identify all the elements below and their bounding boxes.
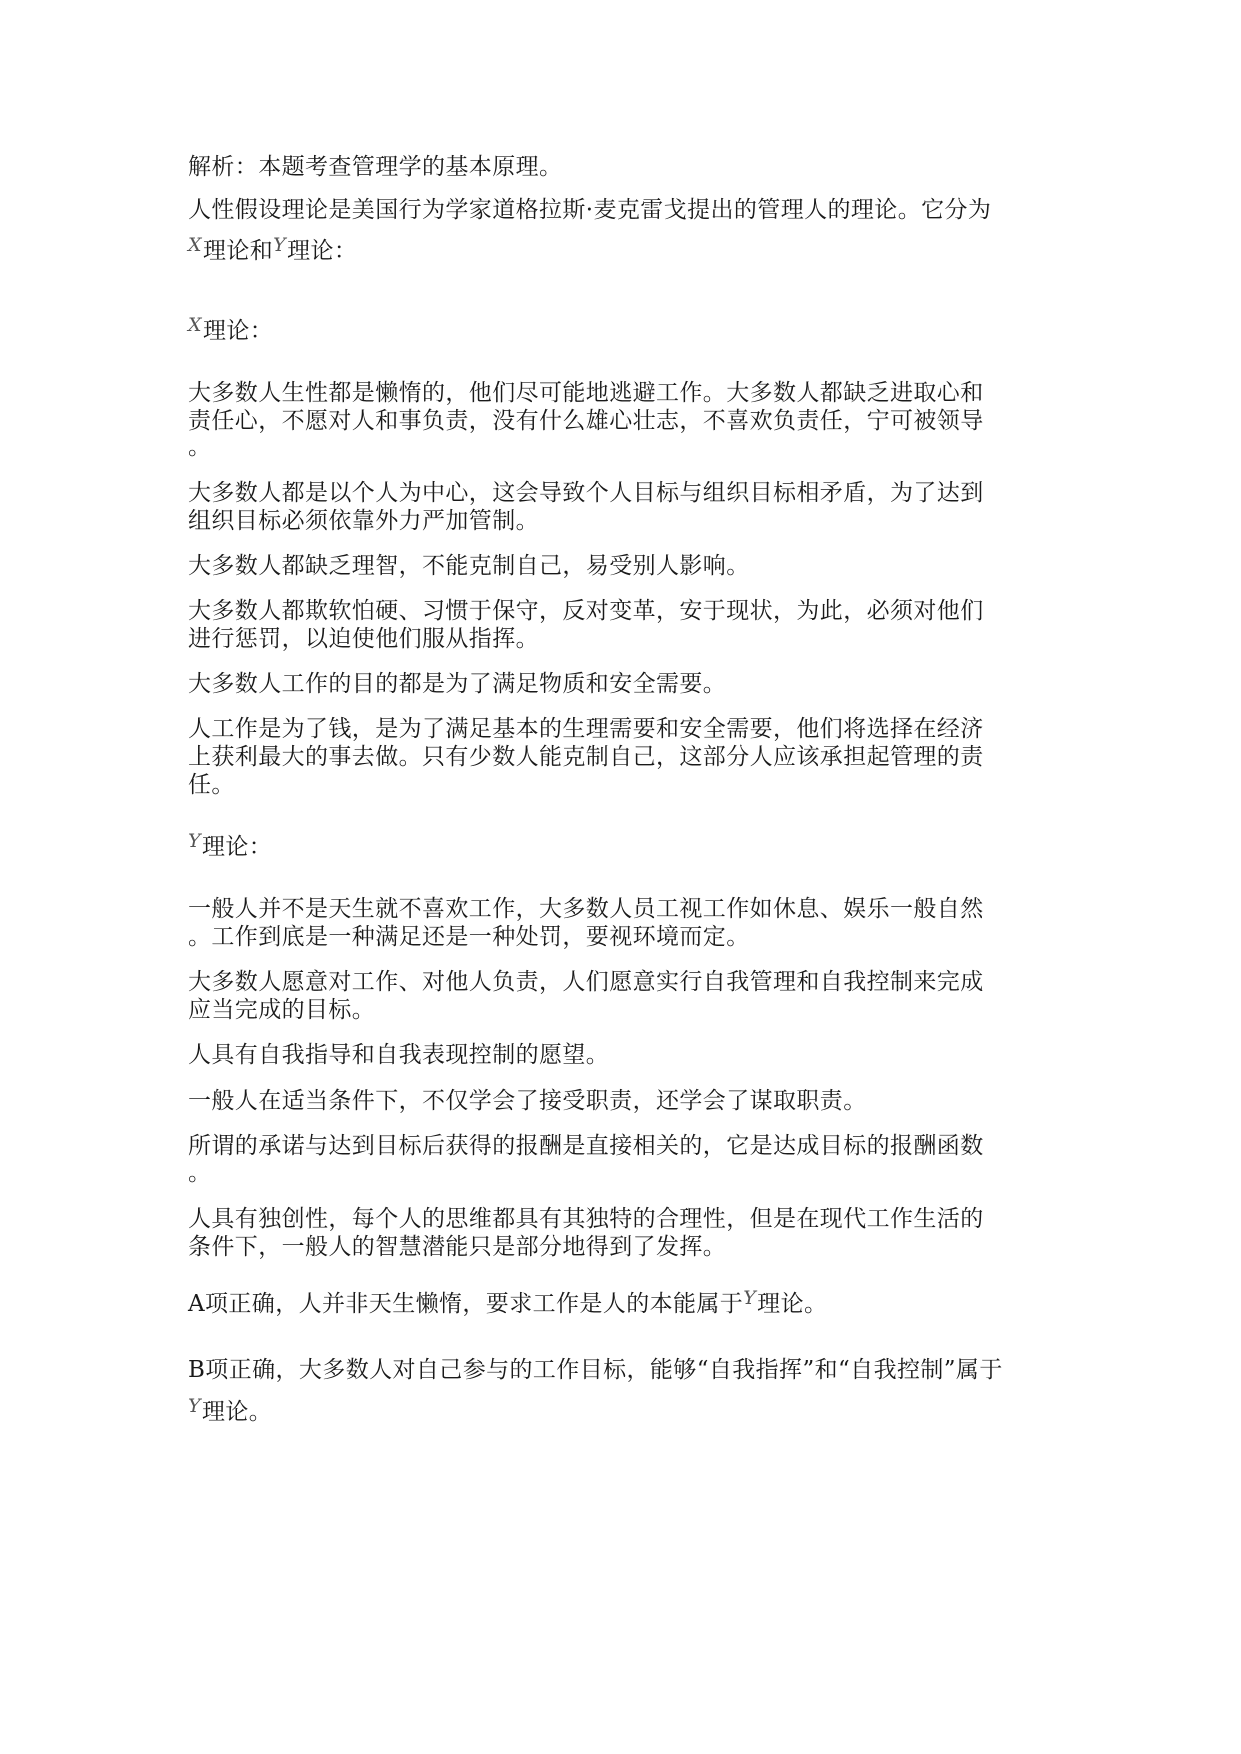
y-theory-label: 理论： — [201, 834, 273, 860]
x-theory-label: 理论： — [202, 318, 274, 344]
x-item-1-line-1: 大多数人生性都是懒惰的，他们尽可能地逃避工作。大多数人都缺乏进取心和 — [188, 380, 984, 406]
option-a-suffix: 理论。 — [757, 1291, 828, 1317]
y-variable: Y — [273, 234, 287, 256]
theory-intro-line-2 — [188, 234, 357, 269]
x-item-6-line-1: 人工作是为了钱，是为了满足基本的生理需要和安全需要，他们将选择在经济 — [188, 716, 984, 742]
theory-and-text: 理论和 — [202, 238, 274, 264]
x-item-5: 大多数人工作的目的都是为了满足物质和安全需要。 — [188, 671, 727, 697]
y-item-1-line-2: 。工作到底是一种满足还是一种处罚，要视环境而定。 — [188, 924, 750, 950]
x-variable: X — [188, 234, 202, 256]
x-item-4-line-1: 大多数人都欺软怕硬、习惯于保守，反对变革，安于现状，为此，必须对他们 — [188, 598, 984, 624]
option-b-line-1: B项正确，大多数人对自己参与的工作目标，能够“自我指挥”和“自我控制”属于 — [188, 1357, 1003, 1383]
y-item-2-line-1: 大多数人愿意对工作、对他人负责，人们愿意实行自我管理和自我控制来完成 — [188, 969, 984, 995]
y-item-1-line-1: 一般人并不是天生就不喜欢工作，大多数人员工视工作如休息、娱乐一般自然 — [188, 896, 984, 922]
x-item-3: 大多数人都缺乏理智，不能克制自己，易受别人影响。 — [188, 553, 750, 579]
theory-colon-text: 理论： — [287, 238, 358, 264]
y-item-6-line-1: 人具有独创性，每个人的思维都具有其独特的合理性，但是在现代工作生活的 — [188, 1206, 984, 1232]
x-theory-heading — [188, 314, 273, 349]
y-item-4: 一般人在适当条件下，不仅学会了接受职责，还学会了谋取职责。 — [188, 1088, 867, 1114]
option-a-text: A项正确，人并非天生懒惰，要求工作是人的本能属于 — [188, 1291, 744, 1317]
option-b-line-2 — [188, 1395, 272, 1430]
x-item-2-line-1: 大多数人都是以个人为中心，这会导致个人目标与组织目标相矛盾，为了达到 — [188, 480, 984, 506]
x-item-6-line-2: 上获利最大的事去做。只有少数人能克制自己，这部分人应该承担起管理的责 — [188, 744, 984, 770]
option-b-suffix: 理论。 — [201, 1399, 273, 1425]
option-a — [188, 1287, 827, 1322]
analysis-intro: 解析：本题考查管理学的基本原理。 — [188, 154, 563, 180]
y-theory-heading — [188, 830, 272, 865]
y-variable: Y — [743, 1287, 757, 1309]
theory-intro-line-1: 人性假设理论是美国行为学家道格拉斯·麦克雷戈提出的管理人的理论。它分为 — [188, 197, 992, 223]
x-item-2-line-2: 组织目标必须依靠外力严加管制。 — [188, 508, 539, 534]
x-item-1-line-3: 。 — [188, 434, 212, 460]
x-item-1-line-2: 责任心，不愿对人和事负责，没有什么雄心壮志，不喜欢负责任，宁可被领导 — [188, 408, 984, 434]
y-item-3: 人具有自我指导和自我表现控制的愿望。 — [188, 1042, 610, 1068]
y-variable: Y — [188, 830, 201, 852]
x-item-6-line-3: 任。 — [188, 772, 235, 798]
y-item-6-line-2: 条件下，一般人的智慧潜能只是部分地得到了发挥。 — [188, 1234, 727, 1260]
y-item-2-line-2: 应当完成的目标。 — [188, 997, 376, 1023]
y-item-5-line-2: 。 — [188, 1160, 212, 1186]
x-variable: X — [188, 314, 202, 336]
y-item-5-line-1: 所谓的承诺与达到目标后获得的报酬是直接相关的，它是达成目标的报酬函数 — [188, 1133, 984, 1159]
x-item-4-line-2: 进行惩罚，以迫使他们服从指挥。 — [188, 626, 539, 652]
y-variable: Y — [188, 1395, 201, 1417]
